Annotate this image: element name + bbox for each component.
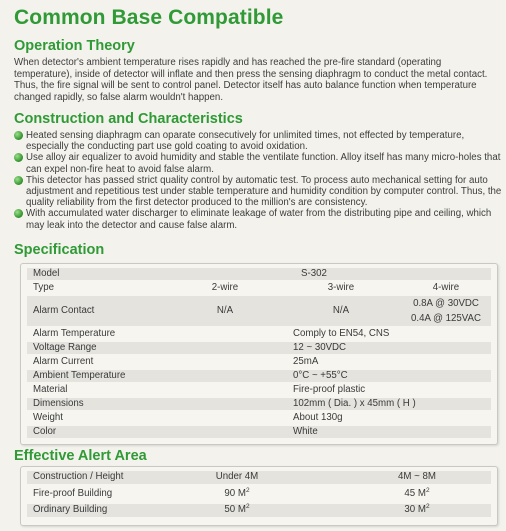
model-value: S-302 <box>301 268 327 279</box>
table-row <box>27 268 491 280</box>
table-row: Alarm Temperature Comply to EN54, CNS <box>33 328 390 339</box>
table-row: Alarm Current 25mA <box>33 356 319 367</box>
green-dot-icon <box>14 131 23 140</box>
type-3wire: 3-wire <box>327 282 355 293</box>
table-row: Dimensions 102mm ( Dia. ) x 45mm ( H ) <box>27 398 491 410</box>
alert-header-col1: Under 4M <box>215 471 259 482</box>
table-row: Material Fire-proof plastic <box>33 384 366 395</box>
alert-header-col2: 4M ~ 8M <box>398 471 436 482</box>
table-row: Fire-proof Building 90 $M^2$ 45 $M^2$ <box>33 487 430 499</box>
green-dot-icon <box>14 176 23 185</box>
contact-4wire-b: 0.4A @ 125VAC <box>411 313 481 324</box>
construction-heading: Construction and Characteristics <box>14 111 243 127</box>
table-row: Ambient Temperature 0°C ~ +55°C <box>27 370 491 382</box>
operation-text: When detector's ambient temperature rises rapidly and has reached the pre-fire standard (operating temperature), inside of detector will inflate and then press the sensing diaphragm to conduct the metal contact. Thus, the fire signal will be sent to control panel. Detector itself has auto balance function when temperature changed rapidly, so false alarm wouldn't happen. <box>14 57 488 103</box>
green-dot-icon <box>14 209 23 218</box>
contact-3wire: N/A <box>332 305 350 316</box>
contact-4wire-a: 0.8A @ 30VDC <box>413 298 479 309</box>
table-row <box>27 471 491 484</box>
page-title: Common Base Compatible <box>14 6 284 29</box>
list-item: Heated sensing diaphragm can oparate consecutively for unlimited times, not effected by temperature, especially the conducting part use gold coating to avoid oxidation. <box>14 130 502 152</box>
specification-heading: Specification <box>14 242 105 258</box>
specification-table <box>20 263 498 445</box>
table-row: Color White <box>27 426 491 438</box>
table-row: Voltage Range 12 ~ 30VDC <box>27 342 491 354</box>
list-item: With accumulated water discharger to eliminate leakage of water from the distributing pipe and ceiling, which may leak into the detector and cause false alarm. <box>14 208 502 230</box>
alert-heading: Effective Alert Area <box>14 448 147 464</box>
contact-label: Alarm Contact <box>33 305 95 316</box>
list-item: This detector has passed strict quality control by automatic test. To process auto mechanical setting for auto adjustment and repetitious test under stable temperature and humidity condition by computer control. Thus, the quality reliability from the first detector produced to the million's are consistency. <box>14 175 502 209</box>
table-row: Ordinary Building 50 $M^2$ 30 $M^2$ <box>27 504 491 517</box>
green-dot-icon <box>14 153 23 162</box>
list-item: Use alloy air equalizer to avoid humidity and stable the ventilate function. Alloy itself has many micro-holes that can expel non-fire heat to avoid false alarm. <box>14 152 502 174</box>
type-4wire: 4-wire <box>432 282 460 293</box>
operation-heading: Operation Theory <box>14 38 135 54</box>
contact-2wire: N/A <box>216 305 234 316</box>
construction-list <box>14 130 502 231</box>
table-row <box>27 296 491 326</box>
model-label: Model <box>33 268 60 279</box>
table-row <box>27 282 491 294</box>
type-label: Type <box>33 282 55 293</box>
type-2wire: 2-wire <box>211 282 239 293</box>
table-row: Weight About 130g <box>33 412 343 423</box>
alert-area-table <box>20 466 498 526</box>
alert-header-label: Construction / Height <box>33 471 124 482</box>
